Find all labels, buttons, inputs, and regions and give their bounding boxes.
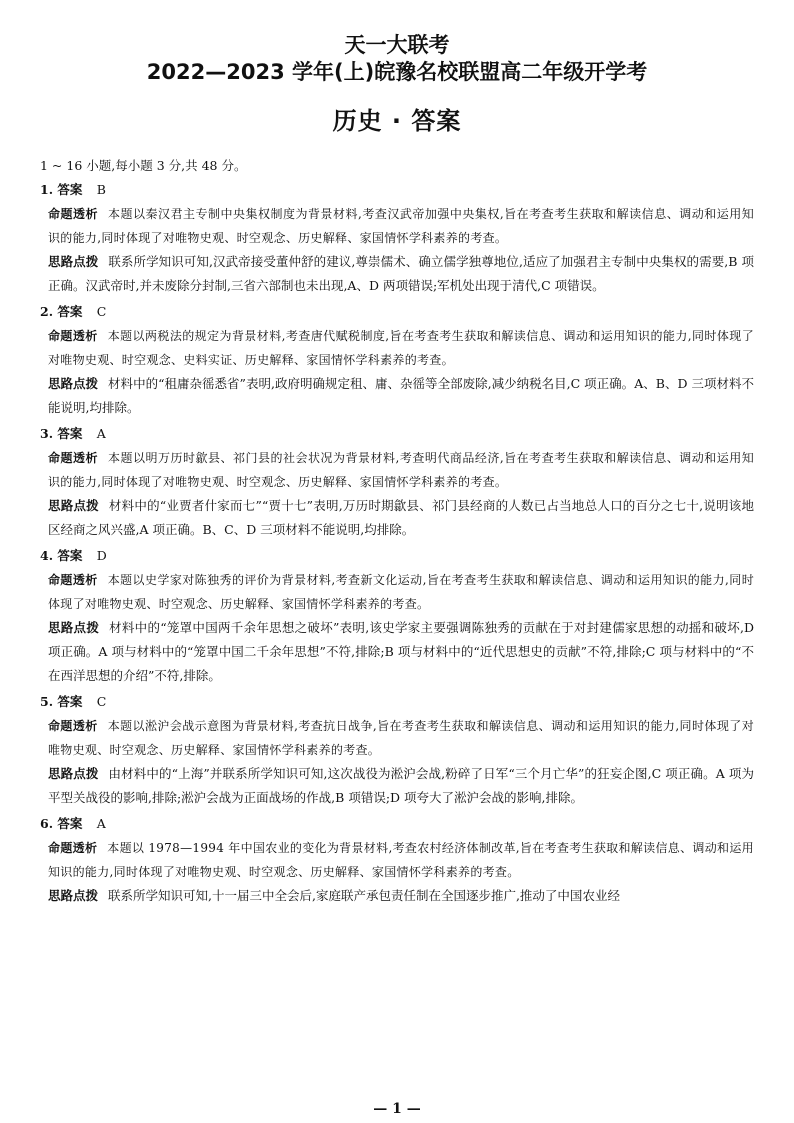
answer-label: 答案	[57, 426, 83, 441]
question-header	[40, 422, 754, 446]
analysis-paragraph	[48, 446, 754, 494]
solution-paragraph	[48, 494, 754, 542]
question-header	[40, 690, 754, 714]
analysis-paragraph	[48, 202, 754, 250]
analysis-paragraph	[48, 568, 754, 616]
analysis-paragraph	[48, 836, 754, 884]
question-header	[40, 300, 754, 324]
question-block	[40, 690, 754, 810]
question-block	[40, 422, 754, 542]
question-header	[40, 178, 754, 202]
answer-label: 答案	[57, 182, 83, 197]
question-block	[40, 300, 754, 420]
answer-letter: A	[96, 426, 106, 441]
solution-text: 联系所学知识可知,十一届三中全会后,家庭联产承包责任制在全国逐步推广,推动了中国农业经	[108, 888, 620, 903]
question-block	[40, 178, 754, 298]
solution-paragraph	[48, 250, 754, 298]
solution-paragraph	[48, 616, 754, 688]
question-number: 3.	[40, 426, 54, 441]
analysis-text: 本题以淞沪会战示意图为背景材料,考查抗日战争,旨在考查考生获取和解读信息、调动和运用知识的能力,同时体现了对唯物史观、时空观念、历史解释、家国情怀学科素养的考查。	[48, 719, 754, 757]
question-list	[40, 178, 754, 908]
solution-text: 材料中的“笼罩中国两千余年思想之破坏”表明,该史学家主要强调陈独秀的贡献在于对封建儒家思想的动摇和破坏,D 项正确。A 项与材料中的“笼罩中国二千余年思想”不符,排除;B 项与材料中的“近代思想史的贡献”不符,排除;C 项与材料中的“不在西洋思想的介绍”不符,排除。	[48, 620, 754, 683]
header	[40, 32, 754, 136]
analysis-paragraph	[48, 324, 754, 372]
question-block	[40, 544, 754, 688]
analysis-text: 本题以明万历时歙县、祁门县的社会状况为背景材料,考查明代商品经济,旨在考查考生获取和解读信息、调动和运用知识的能力,同时体现了对唯物史观、时空观念、历史解释、家国情怀学科素养的考查。	[48, 451, 754, 489]
answer-letter: C	[96, 694, 107, 709]
answer-letter: C	[96, 304, 107, 319]
question-number: 4.	[40, 548, 54, 563]
solution-text: 由材料中的“上海”并联系所学知识可知,这次战役为淞沪会战,粉碎了日军“三个月亡华”的狂妄企图,C 项正确。A 项为平型关战役的影响,排除;淞沪会战为正面战场的作战,B 项错误;D 项夸大了淞沪会战的影响,排除。	[48, 766, 754, 805]
analysis-text: 本题以史学家对陈独秀的评价为背景材料,考查新文化运动,旨在考查考生获取和解读信息、调动和运用知识的能力,同时体现了对唯物史观、时空观念、历史解释、家国情怀学科素养的考查。	[48, 573, 754, 611]
solution-label: 思路点拨	[48, 376, 99, 391]
answer-label: 答案	[57, 816, 83, 831]
analysis-label: 命题透析	[48, 329, 98, 343]
solution-label: 思路点拨	[48, 888, 99, 903]
solution-text: 材料中的“业贾者什家而七”“贾十七”表明,万历时期歙县、祁门县经商的人数已占当地总人口的百分之七十,说明该地区经商之风兴盛,A 项正确。B、C、D 三项材料不能说明,均排除。	[48, 498, 754, 537]
answer-letter: D	[96, 548, 107, 563]
question-header	[40, 812, 754, 836]
answer-letter: A	[96, 816, 106, 831]
analysis-label: 命题透析	[48, 207, 99, 221]
analysis-text: 本题以秦汉君主专制中央集权制度为背景材料,考查汉武帝加强中央集权,旨在考查考生获取和解读信息、调动和运用知识的能力,同时体现了对唯物史观、时空观念、历史解释、家国情怀学科素养的考查。	[48, 207, 754, 245]
analysis-label: 命题透析	[48, 841, 98, 855]
solution-paragraph	[48, 762, 754, 810]
question-block	[40, 812, 754, 908]
question-number: 5.	[40, 694, 54, 709]
solution-paragraph	[48, 884, 754, 908]
answer-label: 答案	[57, 304, 83, 319]
solution-label: 思路点拨	[48, 254, 99, 269]
answer-label: 答案	[57, 548, 83, 563]
exam-title: 2022—2023 学年(上)皖豫名校联盟高二年级开学考	[146, 60, 648, 84]
question-header	[40, 544, 754, 568]
solution-text: 联系所学知识可知,汉武帝接受董仲舒的建议,尊崇儒术、确立儒学独尊地位,适应了加强君主专制中央集权的需要,B 项正确。汉武帝时,并未废除分封制,三省六部制也未出现,A、D 两项错误;军机处出现于清代,C 项错误。	[48, 254, 754, 293]
page-number: — 1 —	[373, 1101, 421, 1117]
solution-text: 材料中的“租庸杂徭悉省”表明,政府明确规定租、庸、杂徭等全部废除,减少纳税名目,C 项正确。A、B、D 三项材料不能说明,均排除。	[48, 376, 754, 415]
answer-label: 答案	[57, 694, 83, 709]
solution-label: 思路点拨	[48, 620, 100, 635]
question-number: 6.	[40, 816, 54, 831]
analysis-text: 本题以 1978—1994 年中国农业的变化为背景材料,考查农村经济体制改革,旨在考查考生获取和解读信息、调动和运用知识的能力,同时体现了对唯物史观、时空观念、历史解释、家国情怀学科素养的考查。	[48, 841, 754, 879]
analysis-paragraph	[48, 714, 754, 762]
analysis-label: 命题透析	[48, 451, 99, 465]
analysis-text: 本题以两税法的规定为背景材料,考查唐代赋税制度,旨在考查考生获取和解读信息、调动和运用知识的能力,同时体现了对唯物史观、时空观念、史料实证、历史解释、家国情怀学科素养的考查。	[48, 329, 754, 367]
subject-title: 历史 · 答案	[332, 107, 462, 135]
exam-series-title: 天一大联考	[344, 33, 450, 57]
question-number: 1.	[40, 182, 54, 197]
question-number: 2.	[40, 304, 54, 319]
analysis-label: 命题透析	[48, 573, 98, 587]
solution-label: 思路点拨	[48, 498, 99, 513]
section-intro: 1 ~ 16 小题,每小题 3 分,共 48 分。	[40, 158, 247, 173]
analysis-label: 命题透析	[48, 719, 98, 733]
answer-letter: B	[96, 182, 106, 197]
solution-label: 思路点拨	[48, 766, 99, 781]
solution-paragraph	[48, 372, 754, 420]
